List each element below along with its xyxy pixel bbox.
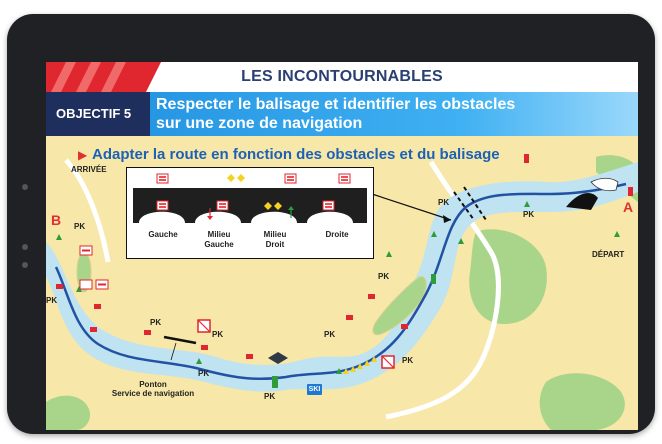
inset-label-gauche: Gauche <box>148 230 178 239</box>
pk-label: PK <box>212 330 224 339</box>
top-signs <box>157 174 350 183</box>
tablet-frame <box>7 14 655 434</box>
pk-label: PK <box>438 198 450 207</box>
tablet-sensor-dot <box>22 262 28 268</box>
pk-label: PK <box>150 318 162 327</box>
green-beacon <box>272 376 278 388</box>
ponton-label-line-2: Service de navigation <box>111 389 195 398</box>
subtitle-bullet-icon: ▶ <box>78 148 88 162</box>
tablet-camera-dot <box>22 184 28 190</box>
ski-sign: SKI <box>308 386 321 393</box>
pk-label: PK <box>198 369 210 378</box>
pk-label: PK <box>402 356 414 365</box>
green-area-southwest <box>46 396 90 430</box>
inset-label-milieu-gauche: Milieu Gauche <box>204 230 234 249</box>
obstacle <box>268 352 288 364</box>
ponton-label <box>108 380 198 398</box>
objective-title-line-1: Respecter le balisage et identifier les obstacles <box>156 96 516 113</box>
header-bar <box>46 62 638 93</box>
tablet-sensor-dot <box>22 244 28 250</box>
ponton-label-line-1: Ponton <box>139 380 167 389</box>
start-marker: A <box>623 199 634 215</box>
inset-label-milieu-droit: Milieu Droit <box>263 230 287 249</box>
objective-label-box <box>46 92 150 136</box>
inset-label-droite: Droite <box>325 230 349 239</box>
ponton <box>164 337 196 343</box>
bank-sign-2 <box>80 280 92 289</box>
objective-label: OBJECTIF 5 <box>56 106 132 121</box>
pk-label: PK <box>74 222 86 231</box>
objective-title-line-2: sur une zone de navigation <box>156 115 363 132</box>
green-area-east <box>469 229 547 324</box>
pk-label: PK <box>523 210 535 219</box>
pk-label: PK <box>264 392 276 401</box>
header-title: LES INCONTOURNABLES <box>241 68 443 85</box>
pk-label: PK <box>46 296 58 305</box>
subtitle: Adapter la route en fonction des obstacles et du balisage <box>92 146 500 163</box>
green-area-southeast <box>540 373 625 430</box>
end-marker: B <box>51 212 62 228</box>
pk-label: PK <box>378 272 390 281</box>
pk-label: PK <box>324 330 336 339</box>
end-label: ARRIVÉE <box>71 165 107 174</box>
bridge-deck <box>133 188 367 196</box>
start-label: DÉPART <box>592 250 625 259</box>
bridge-signs-inset <box>126 167 374 259</box>
screen <box>46 62 638 430</box>
green-beacon-island <box>431 274 436 284</box>
